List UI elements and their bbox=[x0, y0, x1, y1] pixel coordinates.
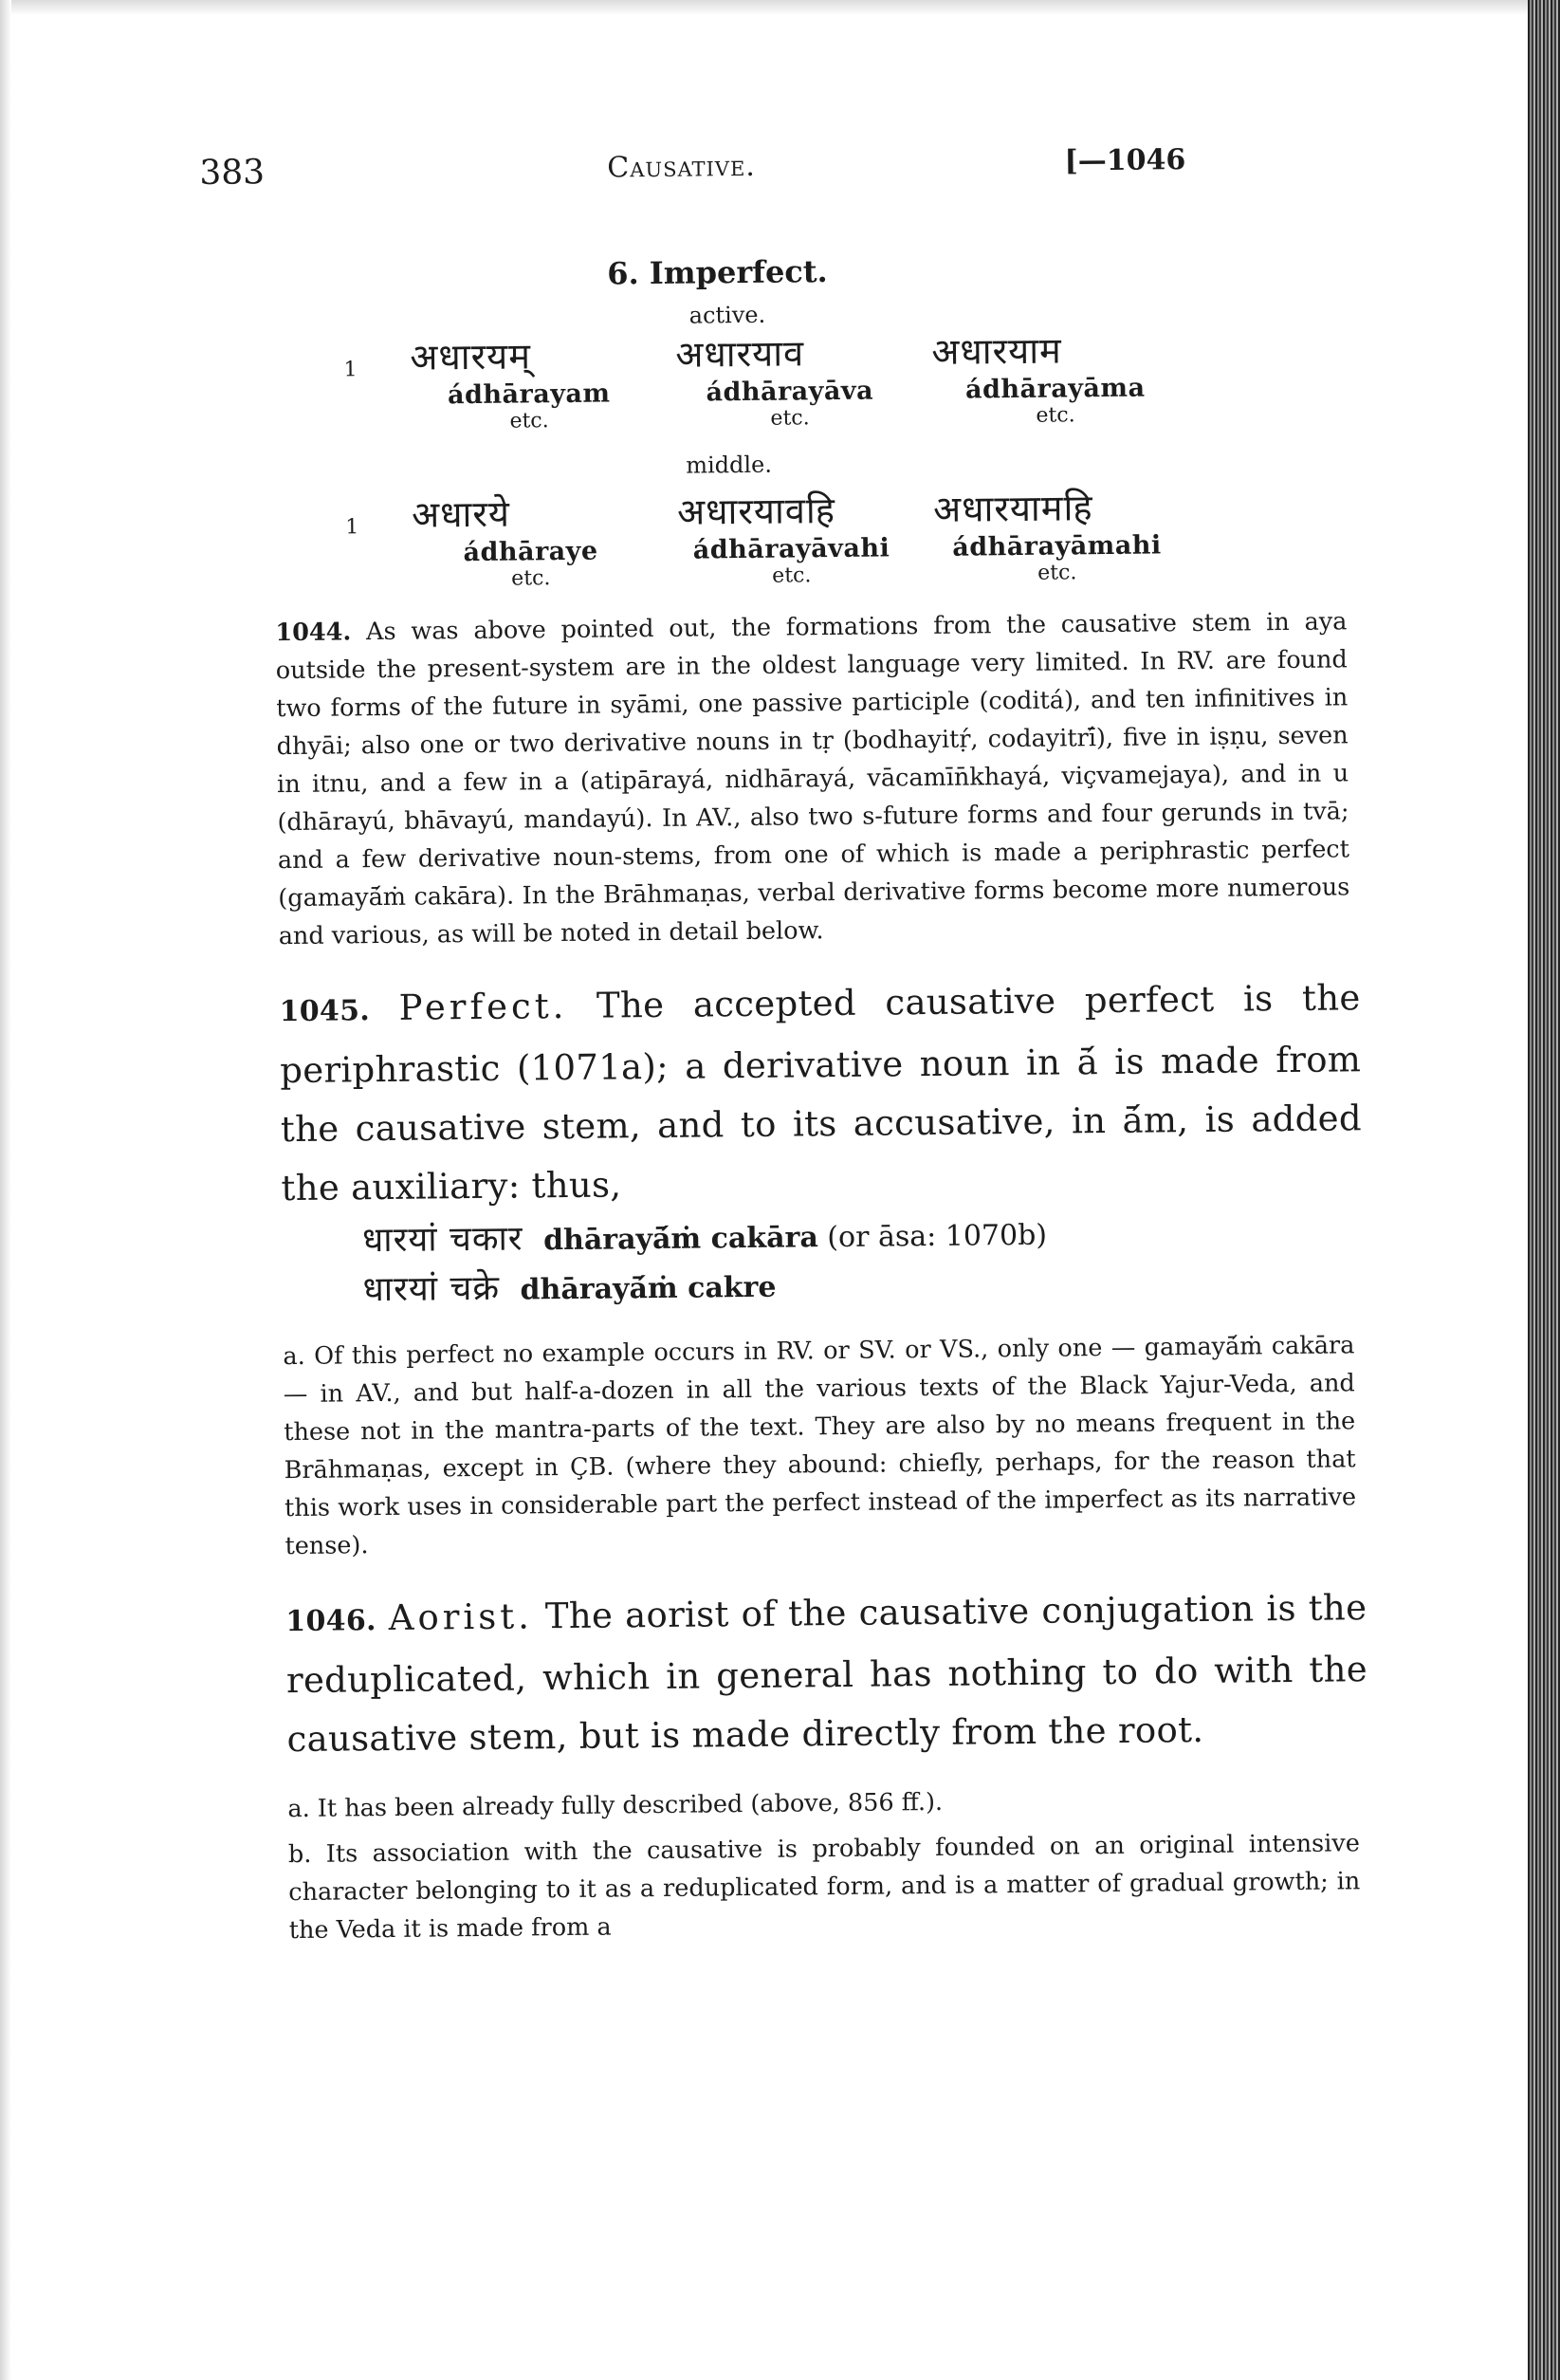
devanagari-form: धारयां चक्रे bbox=[362, 1268, 501, 1310]
etc-label: etc. bbox=[1036, 403, 1075, 428]
form-note: (or āsa: 1070b) bbox=[827, 1218, 1048, 1255]
running-head bbox=[199, 131, 1291, 199]
paragraph-title: Aorist. bbox=[388, 1596, 534, 1638]
etc-label: etc. bbox=[509, 409, 549, 434]
subparagraph-1046a: a. It has been already fully described (above, 856 ff.). bbox=[287, 1787, 944, 1824]
devanagari-form: अधारयाम bbox=[931, 329, 1062, 373]
subparagraph-1046b: b. Its association with the causative is probably founded on an original intensive character belonging to it as a reduplicated form, and is a matter of gradual growth; in the Veda it is made from a bbox=[287, 1829, 1361, 1946]
transliteration: ádhārayāmahi bbox=[952, 530, 1162, 563]
devanagari-form: अधारयम् bbox=[410, 335, 532, 378]
etc-label: etc. bbox=[770, 406, 810, 431]
devanagari-form: अधारयाव bbox=[675, 332, 805, 376]
transliteration: ádhārayam bbox=[447, 378, 611, 411]
middle-label: middle. bbox=[686, 451, 773, 479]
etc-label: etc. bbox=[511, 566, 551, 591]
paragraph-text: The accepted causative perfect is the periphrastic (1071a); a derivative noun in ā́ is made from the causative stem, and to its accusative, in ā́m, is added the auxiliary: thus, bbox=[280, 977, 1363, 1209]
devanagari-form: धारयां चकार bbox=[361, 1219, 523, 1261]
page-number: 383 bbox=[199, 153, 266, 193]
paragraph-1046 bbox=[214, 1578, 1368, 1770]
transliteration: ádhārayāvahi bbox=[692, 533, 890, 565]
devanagari-form: अधारयावहि bbox=[676, 489, 836, 533]
paragraph-number: 1045. bbox=[279, 994, 371, 1029]
transliteration: dhārayā́ṁ cakre bbox=[520, 1270, 777, 1307]
section-range: [—1046 bbox=[1064, 143, 1186, 178]
paragraph-number: 1046. bbox=[285, 1604, 376, 1639]
person-number: 1 bbox=[345, 515, 359, 540]
paragraph-text: As was above pointed out, the formations from the causative stem in aya outside the present-system are in the oldest language very limited. In RV. are found two forms of the future in syāmi, one passive participle (coditá), and ten infinitives in dhyāi; also one or two derivative nouns in tṛ (bodhayitṛ́, codayitrī́), five in iṣṇu, seven in itnu, and a few in a (atipārayá, nidhārayá, vācamīn̄khayá, viçvamejaya), and in u (dhārayú, bhāvayú, mandayú). In AV., also two s-future forms and four gerunds in tvā; and a few derivative noun-stems, from one of which is made a periphrastic perfect (gamayā́ṁ cakāra). In the Brāhmaṇas, verbal derivative forms become more numerous and various, as will be noted in detail below. bbox=[275, 607, 1350, 951]
paragraph-1045 bbox=[208, 969, 1363, 1219]
scan-edge-top bbox=[0, 0, 1560, 15]
imperfect-heading: 6. Imperfect. bbox=[607, 253, 828, 292]
transliteration: dhārayā́ṁ cakāra bbox=[542, 1221, 818, 1258]
devanagari-form: अधारये bbox=[411, 492, 511, 536]
person-number: 1 bbox=[343, 358, 358, 382]
active-paradigm bbox=[343, 323, 1293, 434]
scan-edge-right bbox=[1528, 0, 1560, 2380]
active-label: active. bbox=[688, 301, 766, 329]
paragraph-title: Perfect. bbox=[398, 985, 568, 1028]
paragraph-number: 1044. bbox=[275, 618, 352, 648]
paragraph-text: The aorist of the causative conjugation is the reduplicated, which in general has nothing to do with the causative stem, but is made directly from the root. bbox=[285, 1587, 1368, 1761]
etc-label: etc. bbox=[772, 563, 812, 588]
transliteration: ádhārayāma bbox=[964, 373, 1146, 405]
book-page bbox=[199, 131, 1368, 1950]
transliteration: ádhāraye bbox=[463, 536, 598, 568]
middle-paradigm bbox=[345, 480, 1294, 592]
running-title: Causative. bbox=[607, 149, 757, 185]
paragraph-1044 bbox=[204, 602, 1350, 956]
etc-label: etc. bbox=[1037, 561, 1077, 585]
devanagari-form: अधारयामहि bbox=[932, 487, 1093, 530]
transliteration: ádhārayāva bbox=[706, 376, 874, 408]
scan-edge-left bbox=[0, 0, 11, 2380]
perfect-form-line bbox=[362, 1257, 1301, 1316]
subparagraph-1045a: a. Of this perfect no example occurs in RV. or SV. or VS., only one — gamayā́ṁ cakāra — in AV., and but half-a-dozen in all the various texts of the Black Yajur-Veda, and these not in the mantra-parts of the text. They are also by no means frequent in the Brāhmaṇas, except in ÇB. (where they abound: chiefly, perhaps, for the reason that this work uses in considerable part the perfect instead of the imperfect as its narrative tense). bbox=[283, 1331, 1357, 1561]
